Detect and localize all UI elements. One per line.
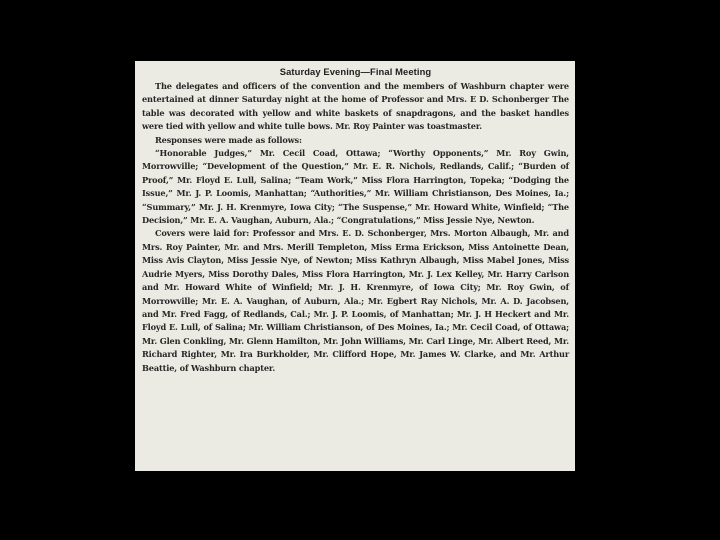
clipping-heading: Saturday Evening—Final Meeting bbox=[279, 66, 432, 77]
clipping-body bbox=[142, 80, 569, 375]
dinner-paragraph: The delegates and officers of the convention and the members of Washburn chapter were entertained at dinner Saturday night at the home of Professor and Mrs. E D. Schonberger The table was decorated with yellow and white baskets of snapdragons, and the basket handles were tied with yellow and white tulle bows. Mr. Roy Painter was toastmaster. bbox=[142, 81, 569, 132]
responses-intro-paragraph: Responses were made as follows: bbox=[155, 134, 302, 145]
newspaper-clipping bbox=[135, 61, 575, 471]
covers-paragraph: Covers were laid for: Professor and Mrs. E. D. Schonberger, Mrs. Morton Albaugh, Mr. and Mrs. Roy Painter, Mr. and Mrs. Merill Templeton, Miss Erma Erickson, Miss Antoinette Dean, Miss Avis Clayton, Miss Jessie Nye, of Newton; Miss Kathryn Albaugh, Miss Mabel Jones, Miss Audrie Myers, Miss Dorothy Dales, Miss Flora Harrington, Mr. J. Lex Kelley, Mr. Harry Carlson and Mr. Howard White of Winfield; Mr. J. H. Krenmyre, of Iowa City; Mr. Roy Gwin, of Morrowville; Mr. E. A. Vaughan, of Auburn, Ala.; Mr. Egbert Ray Nichols, Mr. A. D. Jacobsen, and Mr. Fred Fagg, of Redlands, Cal.; Mr. J. P. Loomis, of Manhattan; Mr. J. H Heckert and Mr. Floyd E. Lull, of Salina; Mr. William Christianson, of Des Moines, Ia.; Mr. Cecil Coad, of Ottawa; Mr. Glen Conkling, Mr. Glenn Hamilton, Mr. John Williams, Mr. Carl Linge, Mr. Albert Reed, Mr. Richard Righter, Mr. Ira Burkholder, Mr. Clifford Hope, Mr. James W. Clarke, and Mr. Arthur Beattie, of Washburn chapter. bbox=[142, 228, 569, 373]
toasts-paragraph: “Honorable Judges,” Mr. Cecil Coad, Ottawa; “Worthy Opponents,” Mr. Roy Gwin, Morrowville; “Development of the Question,” Mr. E. R. Nichols, Redlands, Calif.; “Burden of Proof,” Mr. Floyd E. Lull, Salina; “Team Work,” Miss Flora Harrington, Topeka; “Dodging the Issue,” Mr. J. P. Loomis, Manhattan; “Authorities,” Mr. William Christianson, Des Moines, Ia.; “Summary,” Mr. J. H. Krenmyre, Iowa City; “The Suspense,” Mr. Howard White, Winfield; “The Decision,” Mr. E. A. Vaughan, Auburn, Ala.; “Congratulations,” Miss Jessie Nye, Newton. bbox=[142, 148, 569, 226]
